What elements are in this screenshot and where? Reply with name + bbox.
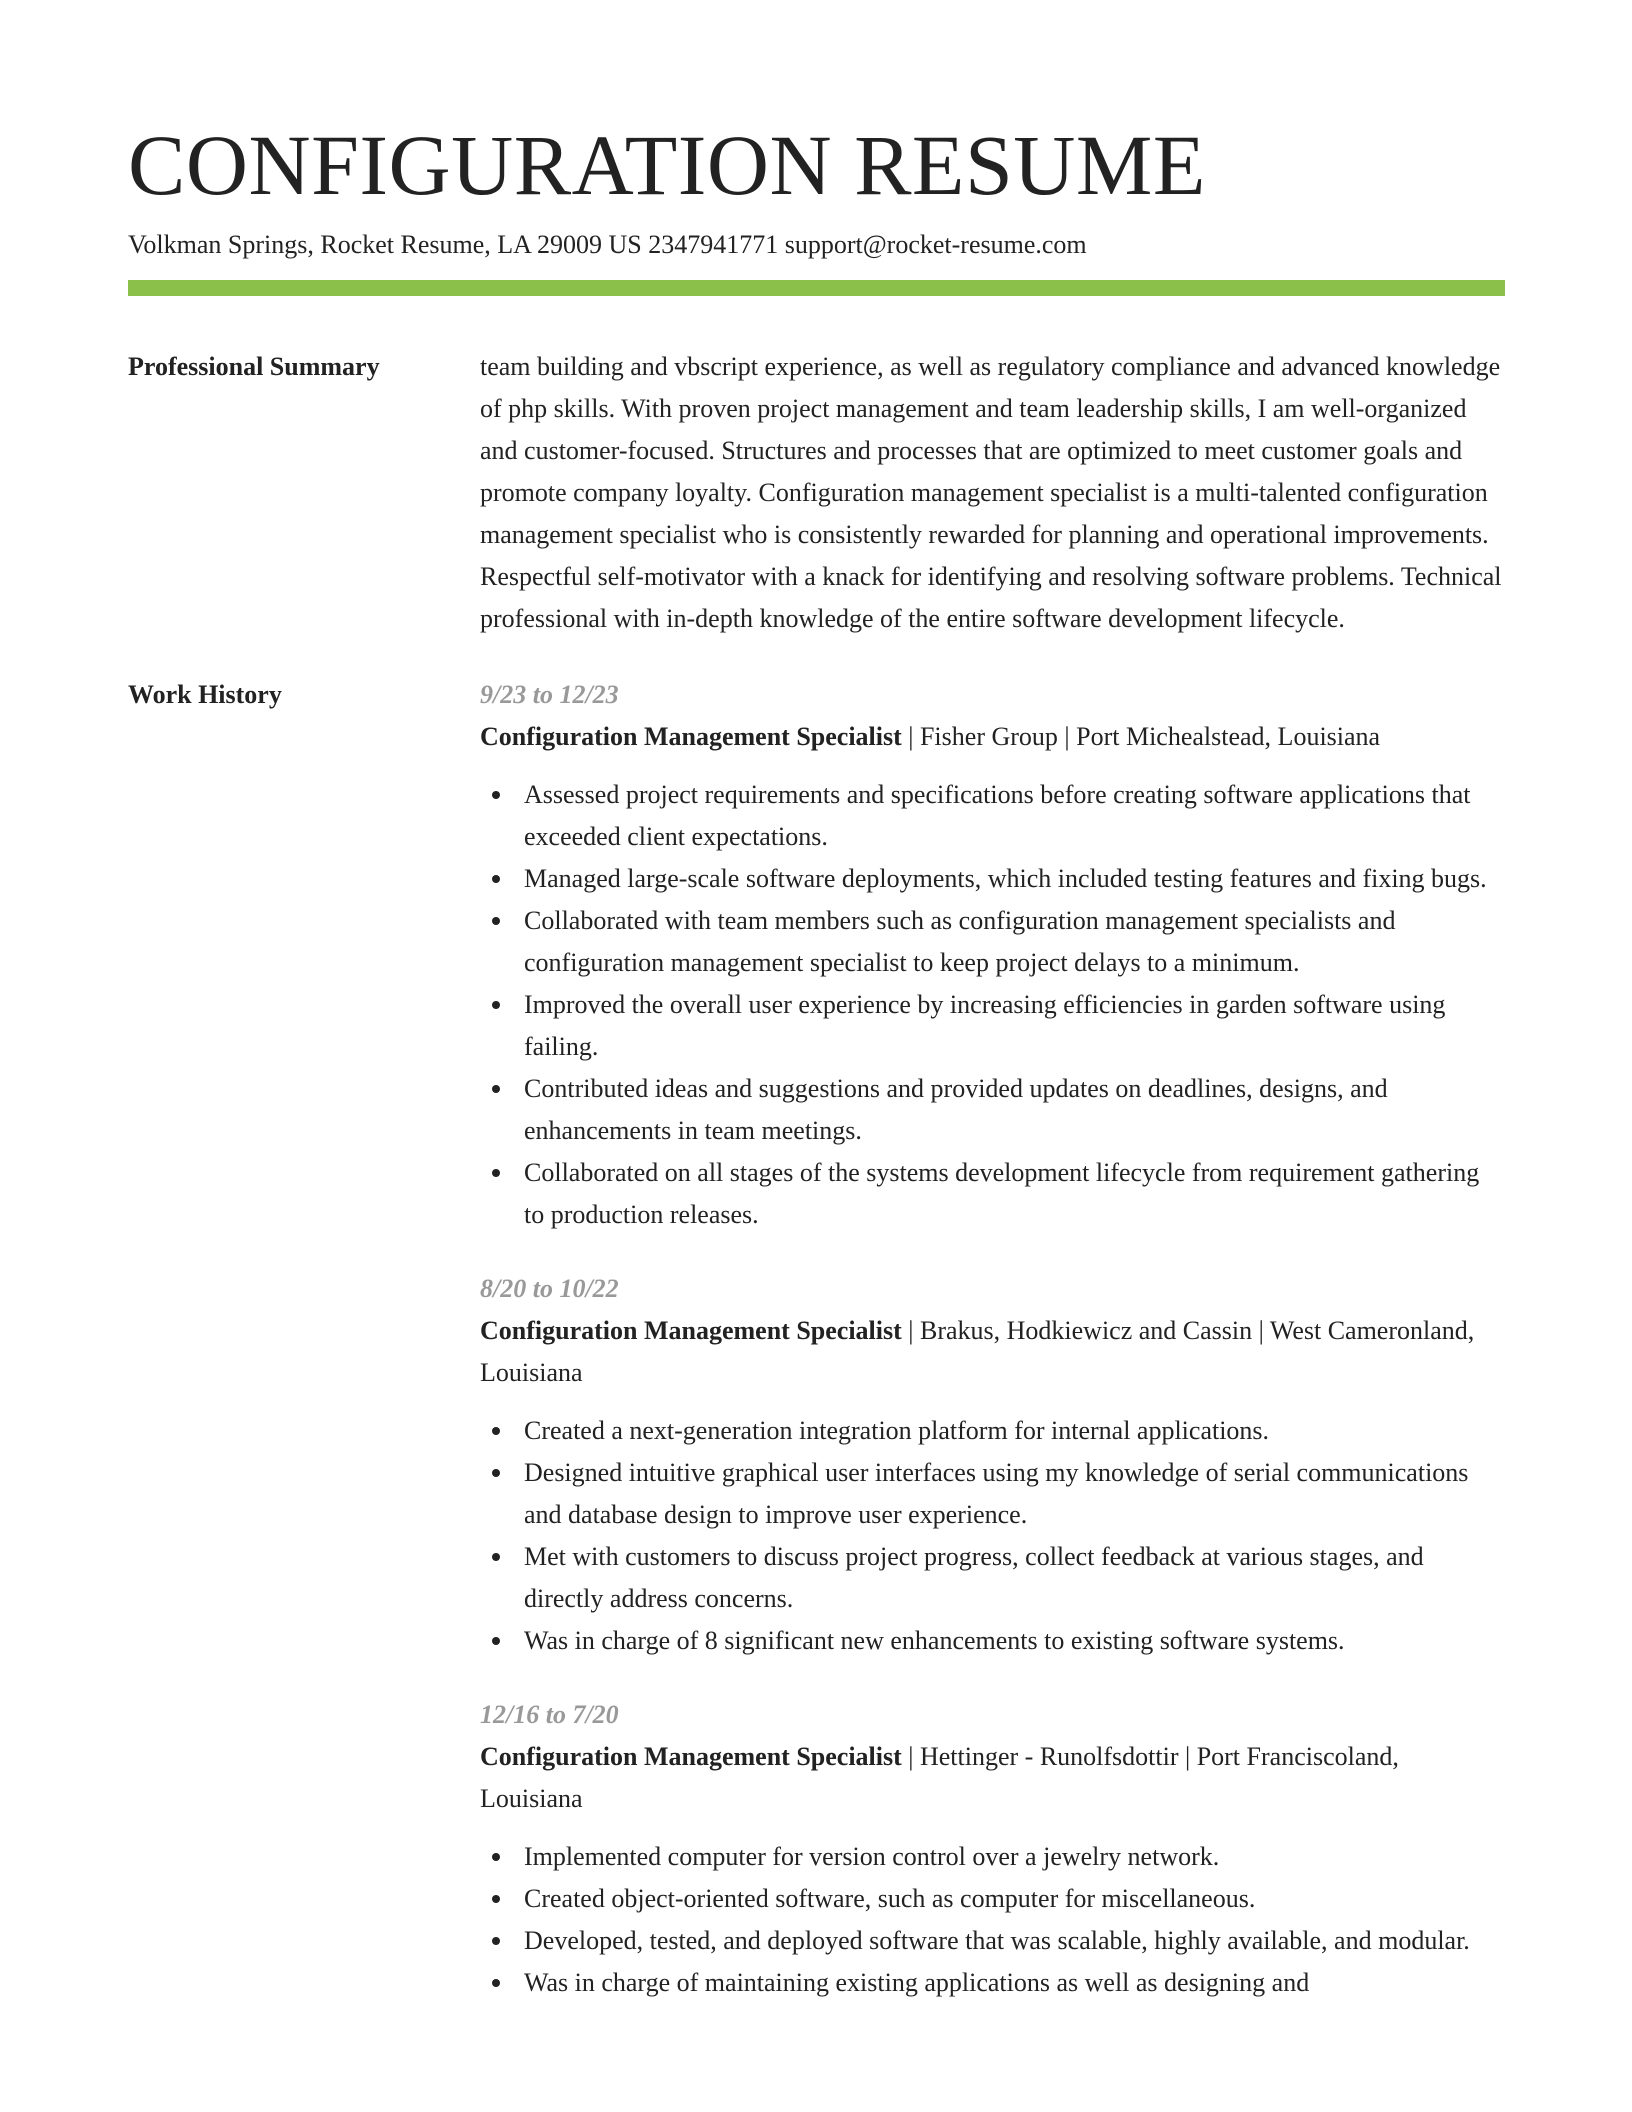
bullet-dot-icon	[492, 791, 500, 799]
bullet-dot-icon	[492, 1085, 500, 1093]
job-bullet	[480, 984, 1505, 1068]
job-bullet	[480, 858, 1505, 900]
job-bullet-text: Was in charge of maintaining existing applications as well as designing and	[524, 1968, 1310, 1998]
job-bullet-text: Was in charge of 8 significant new enhancements to existing software systems.	[524, 1626, 1345, 1656]
job-bullet-text: Collaborated on all stages of the systems development lifecycle from requirement gathering to production releases.	[524, 1158, 1480, 1230]
job-bullet	[480, 1452, 1505, 1536]
bullet-dot-icon	[492, 1169, 500, 1177]
bullet-dot-icon	[492, 1937, 500, 1945]
bullet-dot-icon	[492, 1001, 500, 1009]
summary-text: team building and vbscript experience, as well as regulatory compliance and advanced knowledge of php skills. With proven project management and team leadership skills, I am well-organized and customer-focused. Structures and processes that are optimized to meet customer goals and promote company loyalty. Configuration management specialist is a multi-talented configuration management specialist who is consistently rewarded for planning and operational improvements. Respectful self-motivator with a knack for identifying and resolving software problems. Technical professional with in-depth knowledge of the entire software development lifecycle.	[480, 352, 1502, 634]
job-entry	[480, 1694, 1505, 2004]
job-bullet-text: Contributed ideas and suggestions and provided updates on deadlines, designs, and enhancements in team meetings.	[524, 1074, 1388, 1146]
job-heading	[480, 1736, 1505, 1820]
job-dates: 9/23 to 12/23	[480, 680, 619, 710]
job-bullet-text: Implemented computer for version control over a jewelry network.	[524, 1842, 1220, 1872]
job-bullet	[480, 1962, 1505, 2004]
job-bullet-text: Developed, tested, and deployed software that was scalable, highly available, and modular.	[524, 1926, 1470, 1956]
summary-body	[480, 346, 1505, 640]
job-bullet	[480, 1920, 1505, 1962]
professional-summary-section	[128, 346, 1505, 640]
job-bullet	[480, 1836, 1505, 1878]
job-bullet	[480, 1068, 1505, 1152]
job-heading	[480, 1310, 1505, 1394]
job-bullet-text: Designed intuitive graphical user interfaces using my knowledge of serial communications and database design to improve user experience.	[524, 1458, 1469, 1530]
bullet-dot-icon	[492, 1895, 500, 1903]
job-bullet-text: Managed large-scale software deployments, which included testing features and fixing bugs.	[524, 864, 1487, 894]
job-bullet-text: Improved the overall user experience by increasing efficiencies in garden software using failing.	[524, 990, 1446, 1062]
job-entry	[480, 674, 1505, 1236]
job-heading	[480, 716, 1505, 758]
bullet-dot-icon	[492, 1553, 500, 1561]
job-bullet-text: Created a next-generation integration platform for internal applications.	[524, 1416, 1270, 1446]
job-bullet-text: Created object-oriented software, such as computer for miscellaneous.	[524, 1884, 1256, 1914]
work-history-section	[128, 674, 1505, 2004]
contact-line: Volkman Springs, Rocket Resume, LA 29009 US 2347941771 support@rocket-resume.com	[128, 230, 1087, 260]
bullet-dot-icon	[492, 1853, 500, 1861]
job-bullet	[480, 1410, 1505, 1452]
resume-page	[128, 0, 1505, 2036]
bullet-dot-icon	[492, 1979, 500, 1987]
work-history-body	[480, 674, 1505, 2004]
header-divider	[128, 280, 1505, 296]
job-employer-location: | Fisher Group | Port Michealstead, Louisiana	[901, 722, 1381, 752]
job-employer-location: | Brakus, Hodkiewicz and Cassin | West Cameronland, Louisiana	[480, 1316, 1475, 1388]
bullet-dot-icon	[492, 875, 500, 883]
section-label-work-history: Work History	[128, 680, 282, 710]
job-bullet-list	[480, 1410, 1505, 1662]
job-employer-location: | Hettinger - Runolfsdottir | Port Franciscoland, Louisiana	[480, 1742, 1399, 1814]
job-entry	[480, 1268, 1505, 1662]
job-bullet	[480, 900, 1505, 984]
job-bullet-text: Met with customers to discuss project progress, collect feedback at various stages, and directly address concerns.	[524, 1542, 1424, 1614]
job-bullet	[480, 1620, 1505, 1662]
job-bullet	[480, 1152, 1505, 1236]
job-title: Configuration Management Specialist	[480, 1742, 902, 1772]
job-title: Configuration Management Specialist	[480, 1316, 902, 1346]
bullet-dot-icon	[492, 1427, 500, 1435]
resume-title: CONFIGURATION RESUME	[128, 117, 1206, 213]
job-bullet	[480, 1536, 1505, 1620]
bullet-dot-icon	[492, 1469, 500, 1477]
job-bullet	[480, 774, 1505, 858]
bullet-dot-icon	[492, 1637, 500, 1645]
job-bullet	[480, 1878, 1505, 1920]
job-title: Configuration Management Specialist	[480, 722, 902, 752]
job-bullet-list	[480, 1836, 1505, 2004]
job-bullet-list	[480, 774, 1505, 1236]
section-label-professional-summary: Professional Summary	[128, 352, 380, 382]
job-dates: 8/20 to 10/22	[480, 1274, 619, 1304]
job-bullet-text: Collaborated with team members such as configuration management specialists and configuration management specialist to keep project delays to a minimum.	[524, 906, 1396, 978]
bullet-dot-icon	[492, 917, 500, 925]
job-bullet-text: Assessed project requirements and specifications before creating software applications that exceeded client expectations.	[524, 780, 1471, 852]
job-dates: 12/16 to 7/20	[480, 1700, 619, 1730]
